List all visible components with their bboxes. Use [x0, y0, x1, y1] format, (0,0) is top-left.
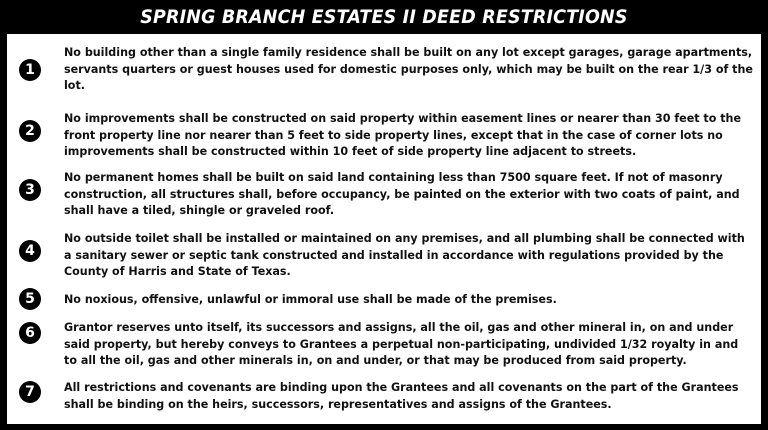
- restriction-text: Grantor reserves unto itself, its successors and assigns, all the oil, gas and other mineral in, on and under said property, but hereby conveys to Grantees a perpetual non-participating, undivided 1/32 royalty in and to all the oil, gas and other minerals in, on and under, or that may be produced from said property.: [64, 320, 739, 368]
- restriction-text: All restrictions and covenants are binding upon the Grantees and all covenants on the part of the Grantees shall be binding on the heirs, successors, representatives and assigns of the Grantees.: [64, 380, 739, 411]
- restrictions-panel: [7, 34, 761, 424]
- item-number-badge: 2: [19, 120, 41, 142]
- item-number-badge: 7: [19, 381, 41, 403]
- page-title: SPRING BRANCH ESTATES II DEED RESTRICTIONS: [140, 6, 628, 28]
- item-number-badge: 1: [19, 59, 41, 81]
- restriction-text: No building other than a single family residence shall be built on any lot except garages, garage apartments, servants quarters or guest houses used for domestic purposes only, which may be built on the rear 1/3 of the lot.: [64, 45, 753, 93]
- title-bar: [0, 0, 768, 34]
- restriction-text: No outside toilet shall be installed or maintained on any premises, and all plumbing shall be connected with a sanitary sewer or septic tank constructed and installed in accordance with regulations provided by the County of Harris and State of Texas.: [64, 231, 745, 279]
- item-number-badge: 5: [19, 288, 41, 310]
- item-number-badge: 3: [19, 179, 41, 201]
- item-number-badge: 6: [19, 322, 41, 344]
- restriction-text: No improvements shall be constructed on said property within easement lines or nearer than 30 feet to the front property line nor nearer than 5 feet to side property lines, except that in the case of corner lots no improvements shall be constructed within 10 feet of side property line adjacent to streets.: [64, 111, 742, 159]
- restriction-text: No permanent homes shall be built on said land containing less than 7500 square feet. If not of masonry construction, all structures shall, before occupancy, be painted on the exterior with two coats of paint, and shall have a tiled, shingle or graveled roof.: [64, 170, 740, 218]
- restriction-text: No noxious, offensive, unlawful or immoral use shall be made of the premises.: [64, 292, 557, 306]
- item-number-badge: 4: [19, 240, 41, 262]
